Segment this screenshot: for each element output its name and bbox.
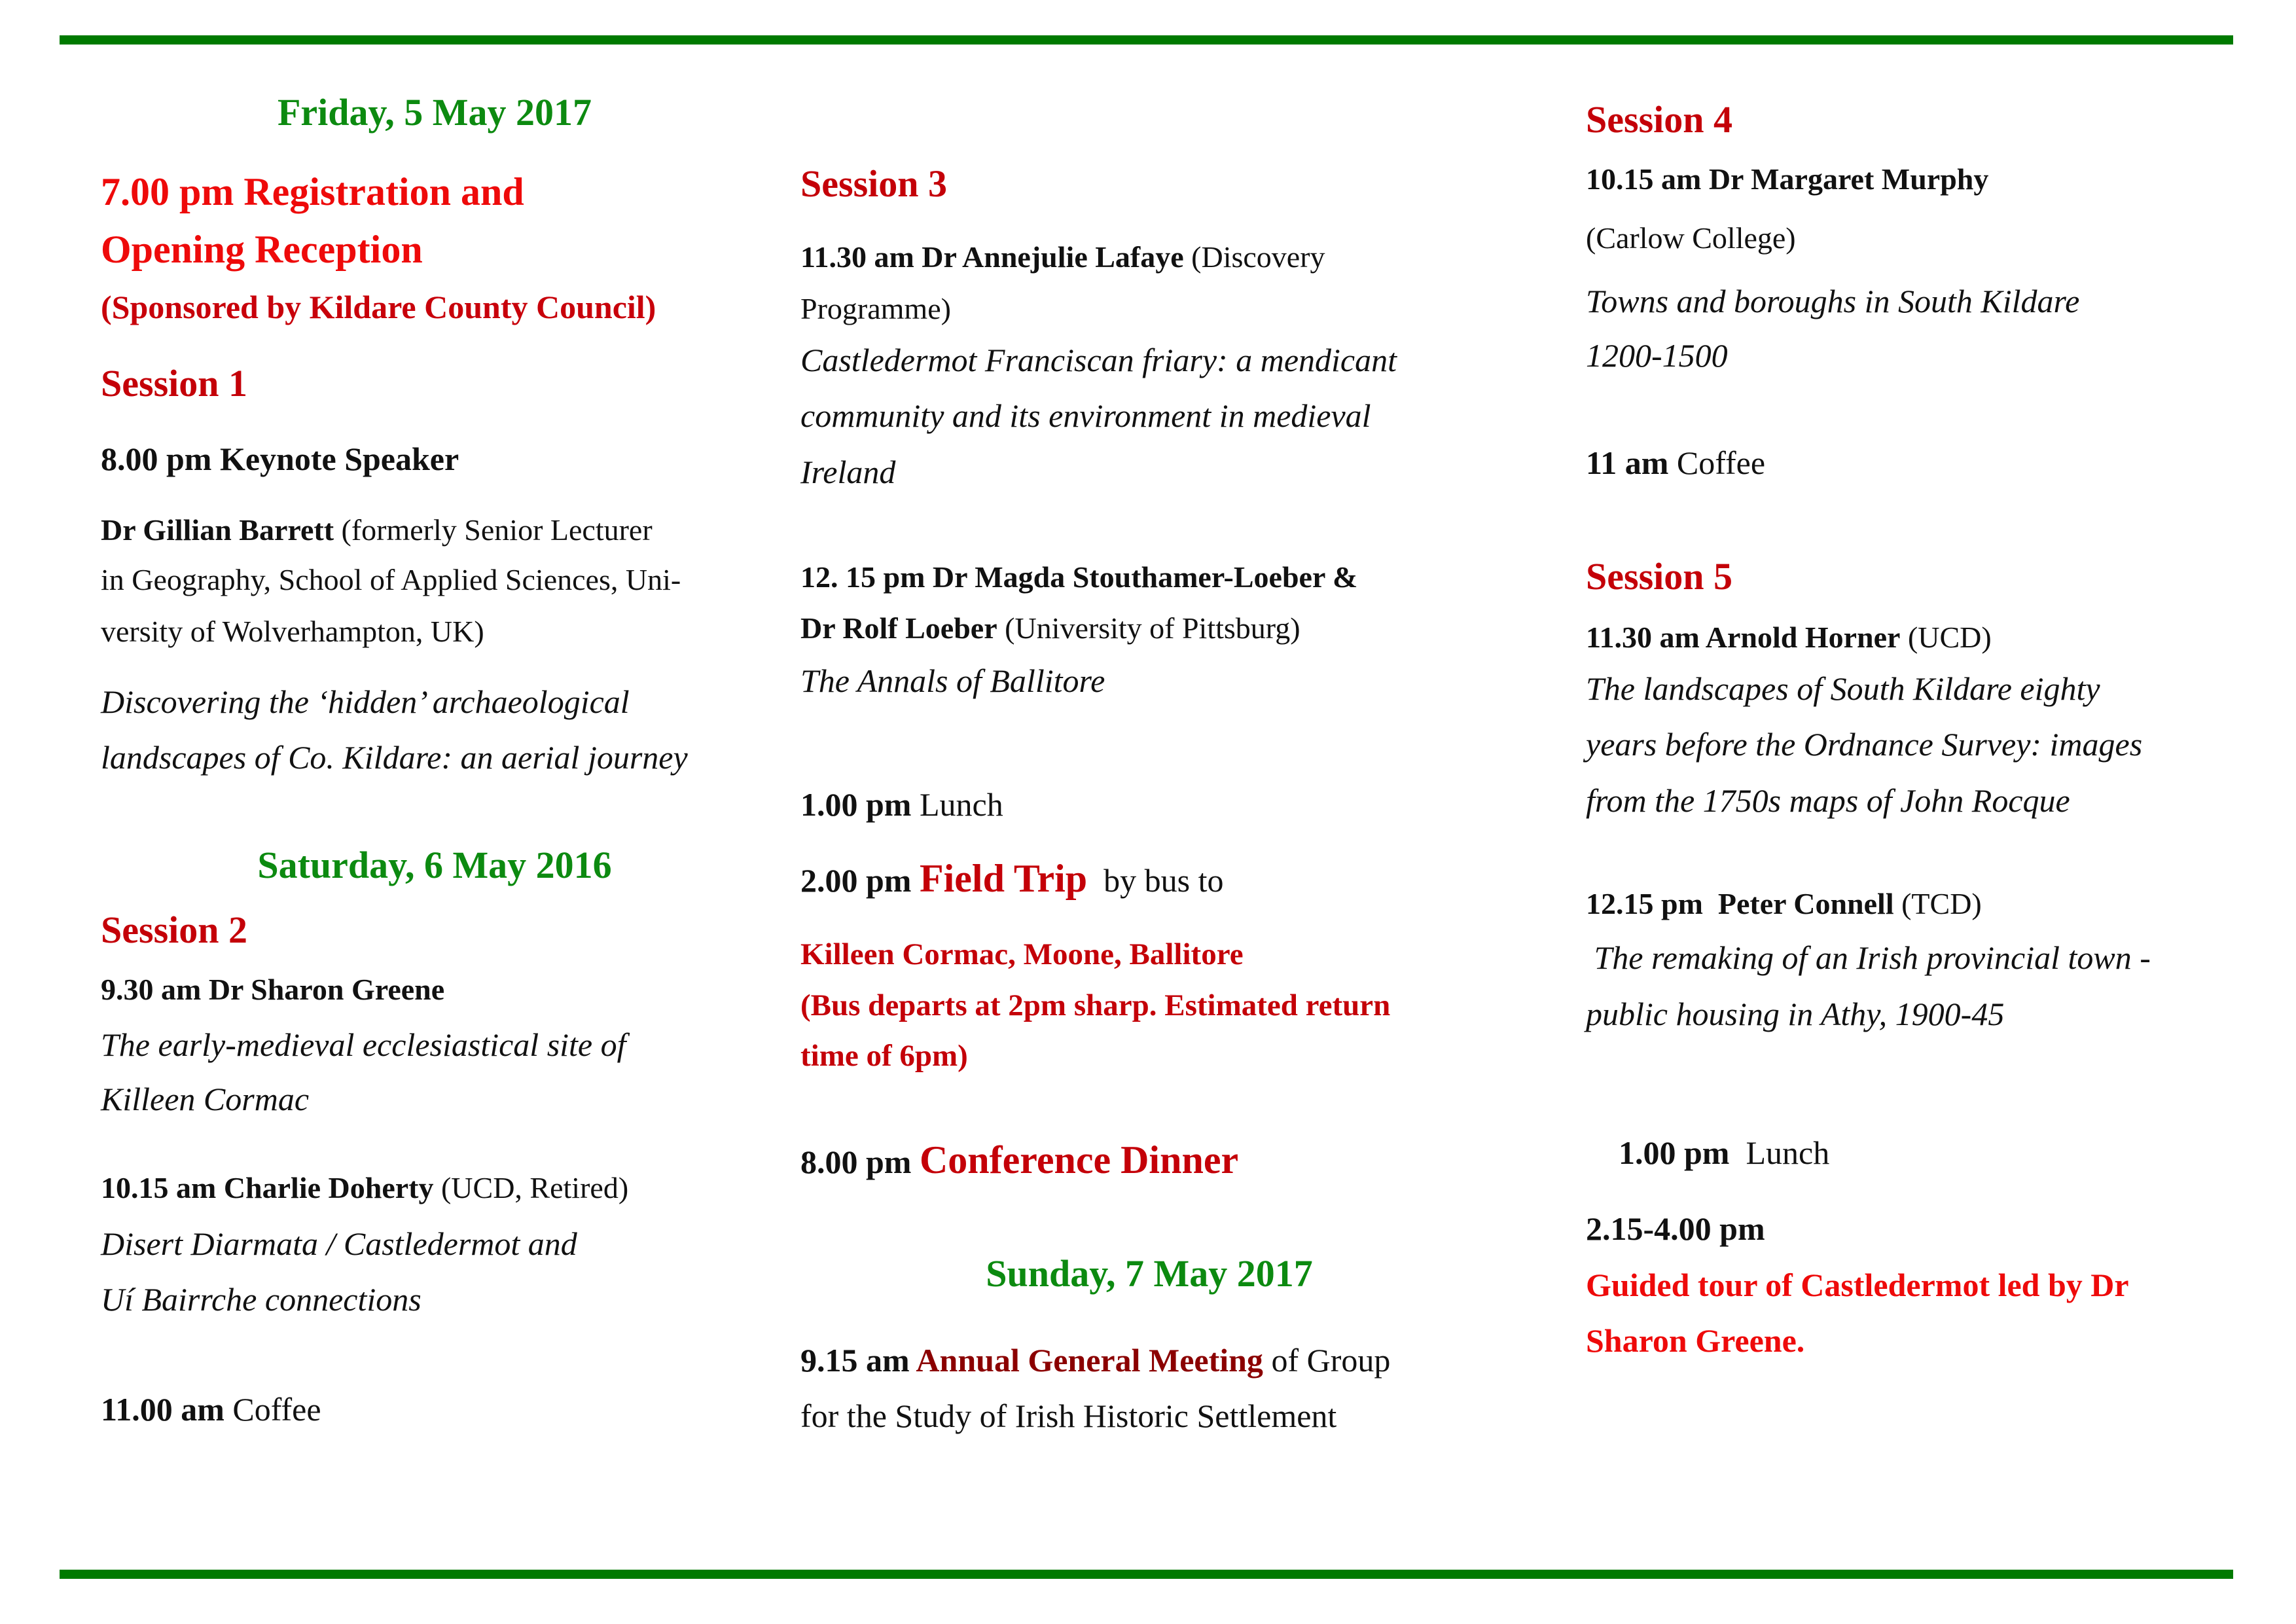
- s5-talk2-title-1: The remaking of an Irish provincial town -: [1586, 939, 2151, 976]
- s5-talk2-header: [1586, 889, 1982, 919]
- s5-talk2-title-2: public housing in Athy, 1900-45: [1586, 996, 2005, 1032]
- s3-talk1-time-speaker: 11.30 am Dr Annejulie Lafaye: [800, 240, 1184, 274]
- dinner-label: Conference Dinner: [919, 1138, 1239, 1182]
- s3-talk2-header-2: [800, 613, 1300, 643]
- s3-talk2-speaker-2: Dr Rolf Loeber: [800, 611, 997, 645]
- s4-talk1-title-1: Towns and boroughs in South Kildare: [1586, 283, 2080, 319]
- session-5-title: Session 5: [1586, 555, 1733, 598]
- sponsor-note: (Sponsored by Kildare County Council): [101, 289, 656, 325]
- s3-lunch-label: Lunch: [911, 786, 1003, 823]
- agm-time: 9.15 am: [800, 1342, 916, 1379]
- s2-talk2-header: [101, 1173, 628, 1203]
- sunday-heading: Sunday, 7 May 2017: [986, 1252, 1313, 1295]
- field-trip-destinations: Killeen Cormac, Moone, Ballitore: [800, 937, 1244, 971]
- s3-talk2-affiliation: (University of Pittsburg): [997, 611, 1300, 645]
- s3-talk1-affiliation-2: Programme): [800, 292, 951, 325]
- s2-talk1-title-1: The early-medieval ecclesiastical site of: [101, 1026, 626, 1063]
- s4-talk1-header: 10.15 am Dr Margaret Murphy: [1586, 162, 1989, 196]
- s3-lunch-time: 1.00 pm: [800, 786, 912, 823]
- s3-talk2-header-1: 12. 15 pm Dr Magda Stouthamer-Loeber &: [800, 560, 1358, 594]
- bottom-green-rule: [60, 1570, 2233, 1579]
- keynote-affiliation-2: in Geography, School of Applied Sciences, Uni-: [101, 563, 681, 596]
- s3-talk1-title-2: community and its environment in medieval: [800, 397, 1371, 434]
- s4-coffee-time: 11 am: [1586, 444, 1669, 481]
- agm-line-1: [800, 1344, 1390, 1377]
- field-trip-time: 2.00 pm: [800, 862, 920, 899]
- s5-talk1-header: [1586, 623, 1992, 653]
- s5-talk2-time-speaker: 12.15 pm Peter Connell: [1586, 887, 1894, 920]
- keynote-speaker-line: [101, 515, 653, 545]
- session-3-title: Session 3: [800, 162, 948, 205]
- s5-lunch-time: 1.00 pm: [1619, 1134, 1730, 1171]
- keynote-time: 8.00 pm Keynote Speaker: [101, 441, 459, 477]
- s5-talk1-time-speaker: 11.30 am Arnold Horner: [1586, 621, 1901, 654]
- s3-lunch: [800, 788, 1003, 821]
- field-trip-note-2: time of 6pm): [800, 1039, 968, 1073]
- friday-heading: Friday, 5 May 2017: [277, 91, 592, 134]
- field-trip-suffix: by bus to: [1087, 862, 1224, 899]
- registration-line-1: 7.00 pm Registration and: [101, 170, 524, 213]
- tour-label-1: Guided tour of Castledermot led by Dr: [1586, 1267, 2129, 1303]
- s2-talk2-affiliation: (UCD, Retired): [433, 1171, 629, 1204]
- s2-talk1-speaker: Dr Sharon Greene: [208, 973, 445, 1006]
- conference-dinner-line: [800, 1140, 1238, 1180]
- field-trip-note-1: (Bus departs at 2pm sharp. Estimated return: [800, 988, 1391, 1022]
- agm-label: Annual General Meeting: [916, 1342, 1263, 1379]
- s5-talk1-title-3: from the 1750s maps of John Rocque: [1586, 782, 2070, 819]
- session-2-title: Session 2: [101, 909, 248, 951]
- top-green-rule: [60, 35, 2233, 45]
- s5-talk1-title-1: The landscapes of South Kildare eighty: [1586, 670, 2100, 707]
- s2-talk1-time: 9.30 am: [101, 973, 209, 1006]
- field-trip-label: Field Trip: [919, 857, 1088, 900]
- session-4-title: Session 4: [1586, 98, 1733, 141]
- s2-talk1-header: [101, 975, 444, 1005]
- s4-coffee-label: Coffee: [1668, 444, 1766, 481]
- s5-lunch: [1586, 1104, 1829, 1202]
- s5-talk2-affiliation: (TCD): [1893, 887, 1982, 920]
- s2-talk2-speaker: Charlie Doherty: [223, 1171, 434, 1204]
- s3-talk1-affiliation-1: (Discovery: [1183, 240, 1325, 274]
- s5-lunch-label: Lunch: [1729, 1134, 1830, 1171]
- dinner-time: 8.00 pm: [800, 1144, 920, 1180]
- session-1-title: Session 1: [101, 362, 248, 405]
- s2-coffee-time: 11.00 am: [101, 1391, 224, 1428]
- s3-talk2-title: The Annals of Ballitore: [800, 662, 1105, 699]
- keynote-speaker-name: Dr Gillian Barrett: [101, 513, 334, 547]
- s2-coffee: [101, 1393, 321, 1426]
- s4-talk1-affiliation: (Carlow College): [1586, 221, 1796, 255]
- s3-talk1-title-1: Castledermot Franciscan friary: a mendicant: [800, 342, 1397, 378]
- keynote-talk-title-1: Discovering the ‘hidden’ archaeological: [101, 683, 630, 720]
- s5-talk1-title-2: years before the Ordnance Survey: images: [1586, 726, 2143, 763]
- keynote-affiliation-3: versity of Wolverhampton, UK): [101, 615, 484, 648]
- registration-line-2: Opening Reception: [101, 228, 423, 271]
- s5-talk1-affiliation: (UCD): [1900, 621, 1992, 654]
- s3-talk1-title-3: Ireland: [800, 454, 896, 490]
- s2-coffee-label: Coffee: [224, 1391, 321, 1428]
- s2-talk1-title-2: Killeen Cormac: [101, 1081, 310, 1117]
- tour-label-2: Sharon Greene.: [1586, 1322, 1805, 1359]
- s4-talk1-title-2: 1200-1500: [1586, 337, 1728, 374]
- saturday-heading: Saturday, 6 May 2016: [257, 844, 612, 886]
- keynote-talk-title-2: landscapes of Co. Kildare: an aerial journey: [101, 739, 688, 776]
- s2-talk2-title-2: Uí Bairrche connections: [101, 1281, 422, 1318]
- keynote-affiliation-1: (formerly Senior Lecturer: [334, 513, 653, 547]
- s4-coffee: [1586, 446, 1765, 479]
- agm-line-2: for the Study of Irish Historic Settlement: [800, 1398, 1337, 1434]
- agm-suffix: of Group: [1263, 1342, 1391, 1379]
- field-trip-line: [800, 859, 1223, 898]
- s2-talk2-time: 10.15 am: [101, 1171, 224, 1204]
- s3-talk1-header: [800, 242, 1325, 272]
- s2-talk2-title-1: Disert Diarmata / Castledermot and: [101, 1225, 577, 1262]
- tour-time: 2.15-4.00 pm: [1586, 1210, 1765, 1247]
